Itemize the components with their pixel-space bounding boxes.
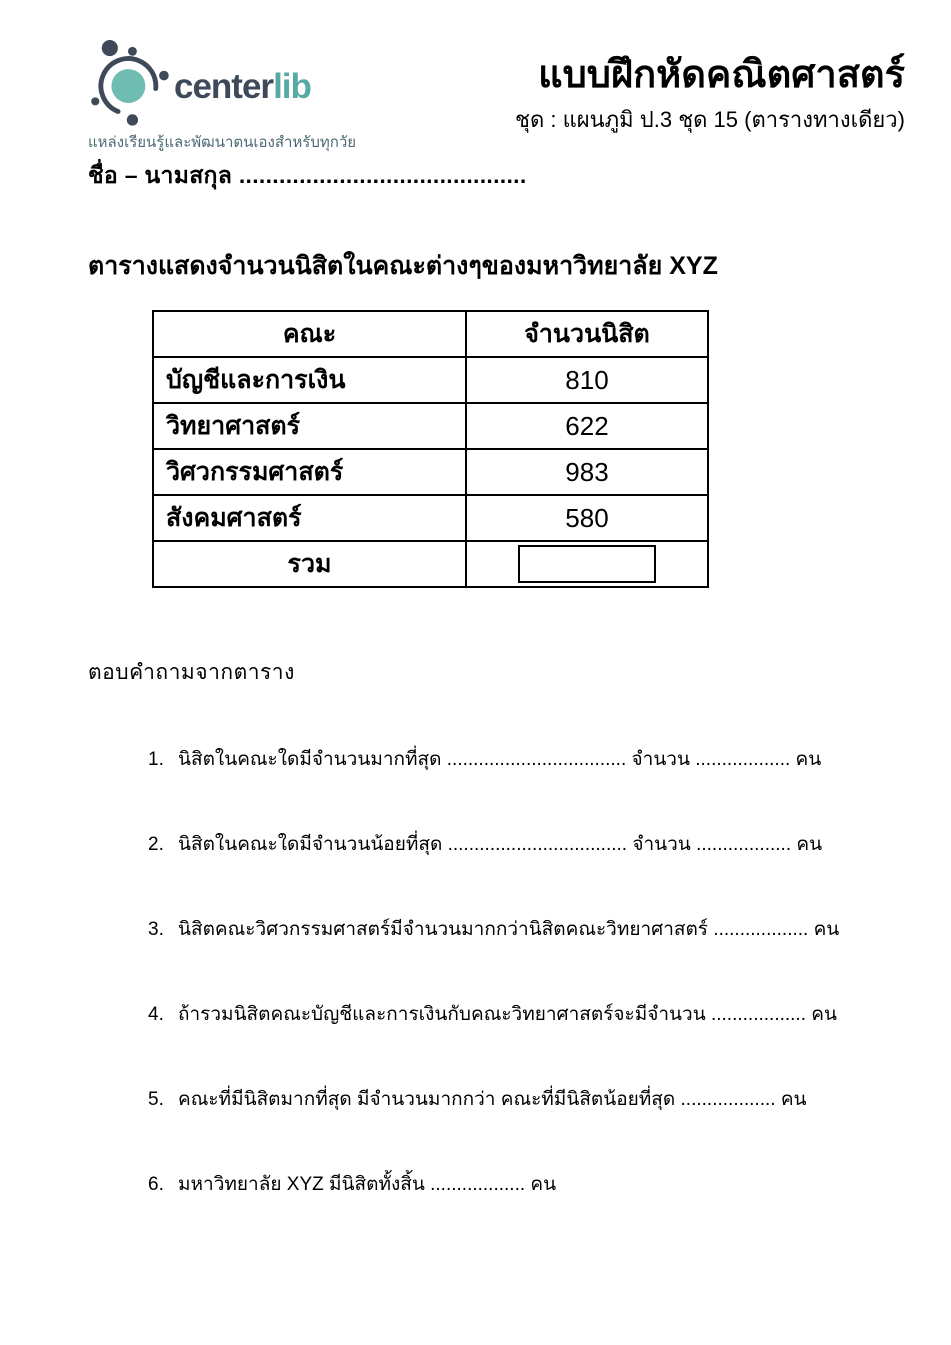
table-row	[153, 449, 708, 495]
total-label-cell: รวม	[153, 541, 466, 587]
question-text: คณะที่มีนิสิตมากที่สุด มีจำนวนมากกว่า คณะที่มีนิสิตน้อยที่สุด .................. คน	[178, 1089, 807, 1110]
brand-text-lib: lib	[273, 66, 311, 106]
document-title: แบบฝึกหัดคณิตศาสตร์	[538, 54, 905, 96]
document-subtitle: ชุด : แผนภูมิ ป.3 ชุด 15 (ตารางทางเดียว)	[515, 106, 905, 132]
question-number: 2.	[148, 834, 164, 855]
question-item	[148, 1003, 918, 1027]
question-text: ถ้ารวมนิสิตคณะบัญชีและการเงินกับคณะวิทยาศาสตร์จะมีจำนวน .................. คน	[178, 1004, 837, 1025]
questions-heading: ตอบคำถามจากตาราง	[88, 661, 295, 684]
question-item	[148, 1088, 918, 1112]
faculty-header-cell: คณะ	[153, 311, 466, 357]
question-text: นิสิตในคณะใดมีจำนวนน้อยที่สุด .................................. จำนวน .................. คน	[178, 834, 823, 855]
question-number: 1.	[148, 749, 164, 770]
name-field-line	[88, 158, 527, 194]
count-cell: 983	[466, 449, 708, 495]
document-header	[515, 52, 905, 137]
questions-list	[148, 748, 918, 1258]
faculty-cell: บัญชีและการเงิน	[153, 357, 466, 403]
count-cell: 622	[466, 403, 708, 449]
question-number: 6.	[148, 1174, 164, 1195]
table-row	[153, 357, 708, 403]
count-header-cell: จำนวนนิสิต	[466, 311, 708, 357]
question-text: นิสิตในคณะใดมีจำนวนมากที่สุด .................................. จำนวน .................. คน	[178, 749, 822, 770]
question-item	[148, 1173, 918, 1197]
total-row	[153, 541, 708, 587]
faculty-cell: สังคมศาสตร์	[153, 495, 466, 541]
question-number: 4.	[148, 1004, 164, 1025]
centerlib-logo	[88, 36, 356, 154]
question-number: 5.	[148, 1089, 164, 1110]
students-table	[152, 310, 709, 588]
table-row	[153, 495, 708, 541]
brand-text-center: center	[174, 66, 274, 106]
table-title: ตารางแสดงจำนวนนิสิตในคณะต่างๆของมหาวิทยาลัย XYZ	[88, 252, 718, 280]
question-item	[148, 748, 918, 772]
faculty-cell: วิทยาศาสตร์	[153, 403, 466, 449]
count-cell: 580	[466, 495, 708, 541]
count-cell: 810	[466, 357, 708, 403]
name-field-dots: ...........................................	[238, 162, 527, 188]
brand-text	[174, 66, 311, 106]
brand-tagline: แหล่งเรียนรู้และพัฒนาตนเองสำหรับทุกวัย	[88, 134, 357, 151]
question-text: มหาวิทยาลัย XYZ มีนิสิตทั้งสิ้น .................. คน	[178, 1174, 557, 1195]
table-header-row	[153, 311, 708, 357]
centerlib-logo-icon	[88, 36, 172, 128]
name-field-label: ชื่อ – นามสกุล	[88, 162, 233, 188]
question-number: 3.	[148, 919, 164, 940]
question-item	[148, 918, 918, 942]
table-row	[153, 403, 708, 449]
total-value-cell	[466, 541, 708, 587]
question-text: นิสิตคณะวิศวกรรมศาสตร์มีจำนวนมากกว่านิสิตคณะวิทยาศาสตร์ .................. คน	[178, 919, 840, 940]
question-item	[148, 833, 918, 857]
total-answer-box[interactable]	[518, 545, 656, 583]
faculty-cell: วิศวกรรมศาสตร์	[153, 449, 466, 495]
